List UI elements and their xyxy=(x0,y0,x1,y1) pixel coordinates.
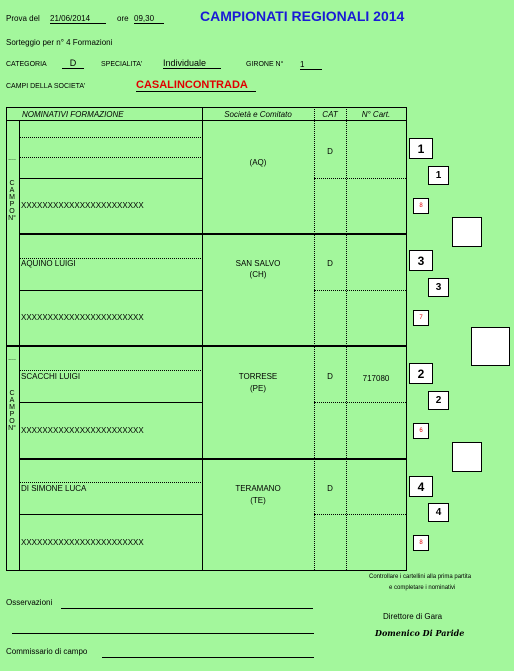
page-title: CAMPIONATI REGIONALI 2014 xyxy=(200,8,405,24)
entry4-placeholder: XXXXXXXXXXXXXXXXXXXXXXX xyxy=(21,538,144,547)
result-box-3[interactable] xyxy=(452,442,482,472)
entry3-number-box: 2 xyxy=(409,363,433,384)
campo1-num: .... xyxy=(8,155,16,162)
col-cat: CAT xyxy=(322,110,338,119)
campo2-num: .... xyxy=(8,355,16,362)
entry3-cat: D xyxy=(327,372,333,381)
col-societa: Società e Comitato xyxy=(224,110,292,119)
campo2-label: C A M P O N° xyxy=(8,390,16,432)
entry2-societa: SAN SALVO xyxy=(235,259,281,268)
entry3-red-score: 6 xyxy=(413,423,429,439)
entry1-number-box: 1 xyxy=(409,138,433,159)
entry2-name: AQUINO LUIGI xyxy=(21,259,76,268)
entry3-cart: 717080 xyxy=(362,374,390,383)
osservazioni-line2[interactable] xyxy=(12,633,314,634)
entry3-score-box: 2 xyxy=(428,391,449,410)
entry4-score-box: 4 xyxy=(428,503,449,522)
girone-label: GIRONE N° xyxy=(246,61,284,68)
campi-value: CASALINCONTRADA xyxy=(136,79,256,92)
commissario-label: Commissario di campo xyxy=(6,647,88,656)
categoria-value: D xyxy=(62,58,84,69)
campo1-label: C A M P O N° xyxy=(8,180,16,222)
direttore-label: Direttore di Gara xyxy=(383,612,443,621)
osservazioni-label: Osservazioni xyxy=(6,598,53,607)
entry3-placeholder: XXXXXXXXXXXXXXXXXXXXXXX xyxy=(21,426,144,435)
osservazioni-line1[interactable] xyxy=(61,608,313,609)
specialita-label: SPECIALITA' xyxy=(101,61,143,68)
result-box-1[interactable] xyxy=(452,217,482,247)
girone-value: 1 xyxy=(300,60,322,70)
entry1-placeholder: XXXXXXXXXXXXXXXXXXXXXXX xyxy=(21,201,144,210)
col-nominativi: NOMINATIVI FORMAZIONE xyxy=(22,110,124,119)
result-box-2[interactable] xyxy=(471,327,510,366)
entry3-societa: TORRESE xyxy=(238,372,278,381)
entry2-red-score: 7 xyxy=(413,310,429,326)
entry1-cat: D xyxy=(327,147,333,156)
entry4-comitato: (TE) xyxy=(250,496,266,505)
entry2-number-box: 3 xyxy=(409,250,433,271)
ore-value: 09,30 xyxy=(134,14,164,24)
note-line1: Controllare i cartellini alla prima partita xyxy=(369,574,472,580)
entry2-placeholder: XXXXXXXXXXXXXXXXXXXXXXX xyxy=(21,313,144,322)
entry2-cat: D xyxy=(327,259,333,268)
prova-label: Prova del xyxy=(6,14,40,23)
entry1-red-score: 8 xyxy=(413,198,429,214)
commissario-line[interactable] xyxy=(102,657,314,658)
entry4-cat: D xyxy=(327,484,333,493)
prova-date: 21/06/2014 xyxy=(50,14,106,24)
direttore-signature: Domenico Di Paride xyxy=(375,628,465,638)
col-cart: N° Cart. xyxy=(361,110,391,119)
entry4-red-score: 8 xyxy=(413,535,429,551)
categoria-label: CATEGORIA xyxy=(6,61,47,68)
ore-label: ore xyxy=(117,14,129,23)
entry3-comitato: (PE) xyxy=(250,384,266,393)
campi-label: CAMPI DELLA SOCIETA' xyxy=(6,83,86,90)
entry4-number-box: 4 xyxy=(409,476,433,497)
entry4-name: DI SIMONE LUCA xyxy=(21,484,87,493)
entry1-score-box: 1 xyxy=(428,166,449,185)
sorteggio-text: Sorteggio per n° 4 Formazioni xyxy=(6,38,113,47)
note-line2: e completare i nominativi xyxy=(389,585,456,591)
entry3-name: SCACCHI LUIGI xyxy=(21,372,81,381)
entry1-comitato: (AQ) xyxy=(249,158,267,167)
entry2-score-box: 3 xyxy=(428,278,449,297)
specialita-value: Individuale xyxy=(163,58,221,69)
entry2-comitato: (CH) xyxy=(249,270,267,279)
entry4-societa: TERAMANO xyxy=(235,484,281,493)
